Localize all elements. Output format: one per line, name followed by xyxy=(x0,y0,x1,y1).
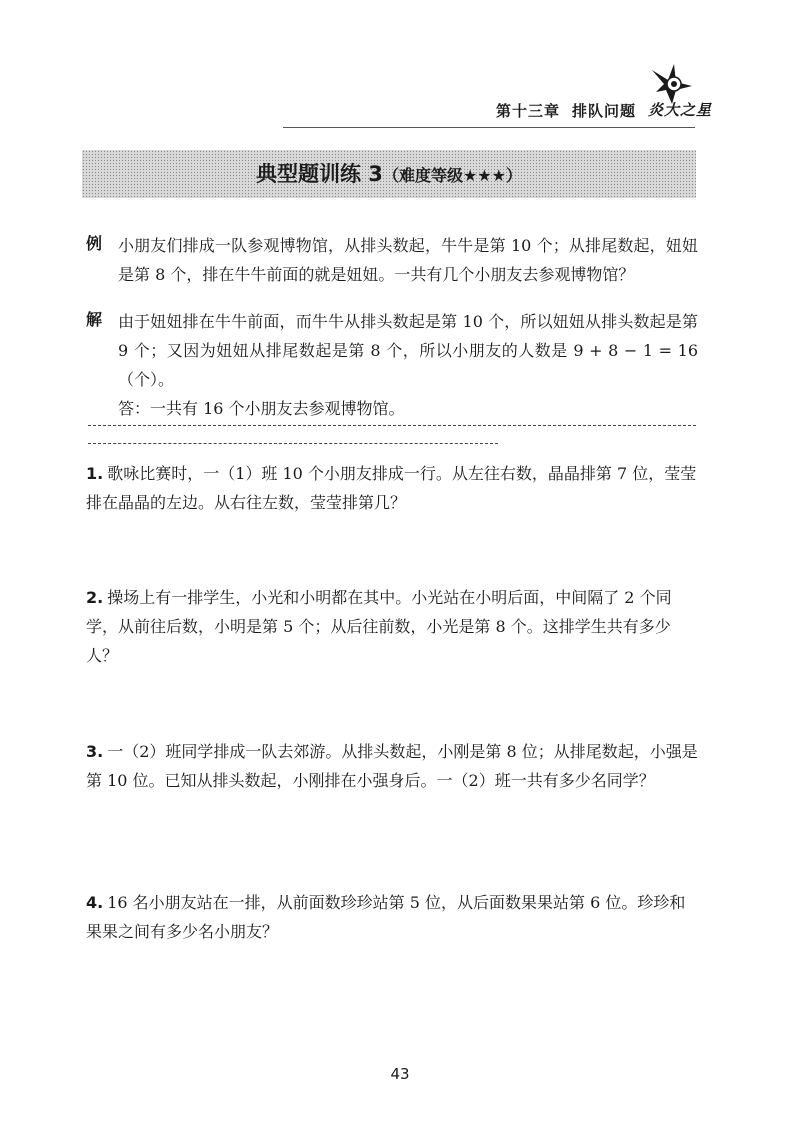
example-text: 小朋友们排成一队参观博物馆，从排头数起，牛牛是第 10 个；从排尾数起，妞妞是第 8 个，排在牛牛前面的就是妞妞。一共有几个小朋友去参观博物馆？ xyxy=(118,236,698,284)
title-difficulty: （难度等级★★★） xyxy=(382,166,522,185)
page-title xyxy=(82,150,696,198)
solution-answer: 答：一共有 16 个小朋友去参观博物馆。 xyxy=(118,399,405,418)
solution-text: 由于妞妞排在牛牛前面，而牛牛从排头数起是第 10 个，所以妞妞从排头数起是第 9 个；又因为妞妞从排尾数起是第 8 个，所以小朋友的人数是 9 + 8 − 1 = 16（个）。 xyxy=(118,312,698,389)
question-item xyxy=(86,737,698,795)
question-text: 歌咏比赛时，一（1）班 10 个小朋友排成一行。从左往右数，晶晶排第 7 位，莹莹排在晶晶的左边。从右往左数，莹莹排第几？ xyxy=(86,464,697,512)
question-item xyxy=(86,459,698,517)
question-text: 16 名小朋友站在一排，从前面数珍珍站第 5 位，从后面数果果站第 6 位。珍珍和果果之间有多少名小朋友？ xyxy=(86,893,686,941)
question-item xyxy=(86,888,698,946)
question-number: 4. xyxy=(86,893,104,912)
question-number: 1. xyxy=(86,464,104,483)
chapter-label: 第十三章 xyxy=(496,102,561,120)
example-label: 例 xyxy=(86,234,103,253)
title-main: 典型题训练 3 xyxy=(256,162,383,186)
running-header xyxy=(496,100,636,121)
question-text: 一（2）班同学排成一队去郊游。从排头数起，小刚是第 8 位；从排尾数起，小强是第 10 位。已知从排头数起，小刚排在小强身后。一（2）班一共有多少名同学？ xyxy=(86,742,698,790)
question-number: 2. xyxy=(86,588,104,607)
dashed-divider xyxy=(88,443,498,444)
page-number: 43 xyxy=(390,1065,410,1083)
header-rule xyxy=(283,127,695,128)
question-text: 操场上有一排学生，小光和小明都在其中。小光站在小明后面，中间隔了 2 个同学，从前往后数，小明是第 5 个；从后往前数，小光是第 8 个。这排学生共有多少人？ xyxy=(86,588,672,665)
question-item xyxy=(86,583,698,670)
dashed-divider xyxy=(88,425,696,426)
title-banner xyxy=(82,150,696,198)
question-number: 3. xyxy=(86,742,104,761)
section-label: 排队问题 xyxy=(572,102,637,120)
solution-label: 解 xyxy=(86,310,103,329)
brand-label: 炎大之星 xyxy=(648,101,713,119)
